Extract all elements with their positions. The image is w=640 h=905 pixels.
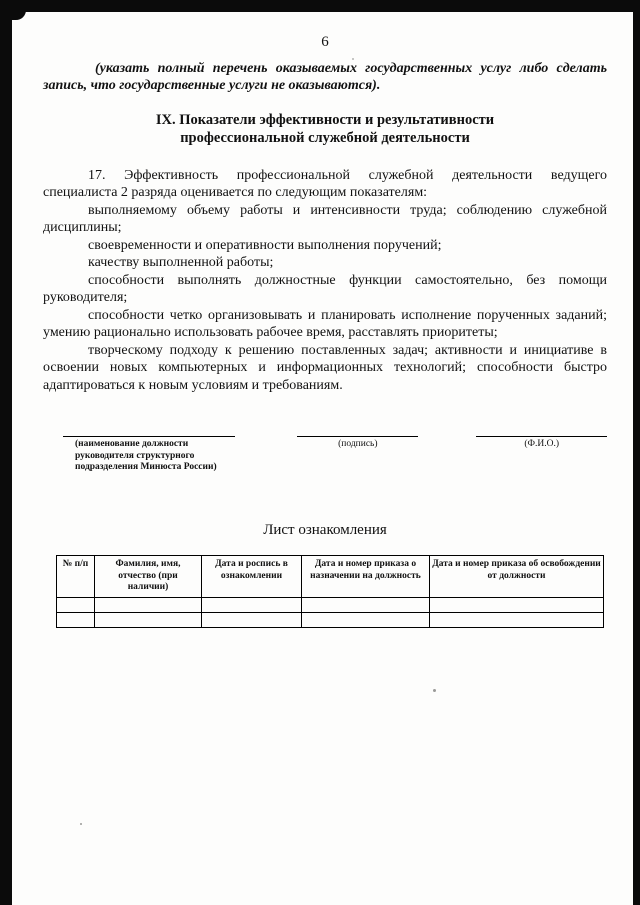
top-note: (указать полный перечень оказываемых государственных услуг либо сделать запись, что государственные услуги не оказываются). [43, 60, 607, 93]
col-header-signature-date: Дата и роспись в ознакомлении [202, 556, 302, 598]
table-cell [430, 597, 604, 612]
scan-edge-left [0, 0, 12, 905]
table-row [57, 597, 604, 612]
signature-block [43, 436, 607, 474]
table-cell [95, 597, 202, 612]
signature-sign [297, 436, 418, 451]
table-cell [57, 612, 95, 627]
table-cell [302, 612, 430, 627]
col-header-appointment-order: Дата и номер приказа о назначении на должность [302, 556, 430, 598]
col-header-name: Фамилия, имя, отчество (при наличии) [95, 556, 202, 598]
familiarization-title: Лист ознакомления [263, 521, 387, 538]
page-content [12, 12, 633, 905]
signature-label-position: (наименование должности руководителя структурного подразделения Минюста России) [75, 439, 217, 472]
signature-fio [476, 436, 607, 451]
table-cell [430, 612, 604, 627]
paragraph-17: 17. Эффективность профессиональной служебной деятельности ведущего специалиста 2 разряда оценивается по следующим показателям: [43, 167, 607, 200]
signature-label-sign: (подпись) [338, 439, 378, 449]
paragraph-item-5: способности четко организовывать и планировать исполнение порученных заданий; умению рационально использовать рабочее время, расставлять приоритеты; [43, 307, 607, 340]
table-cell [57, 597, 95, 612]
table-cell [95, 612, 202, 627]
signature-position [63, 436, 235, 474]
col-header-number: № п/п [57, 556, 95, 598]
table-row [57, 612, 604, 627]
section-heading-line2: профессиональной служебной деятельности [180, 129, 470, 146]
page-number: 6 [321, 34, 329, 50]
table-cell [202, 612, 302, 627]
paragraph-item-3: качеству выполненной работы; [88, 255, 274, 270]
familiarization-table [56, 555, 604, 628]
table-header-row [57, 556, 604, 598]
paragraph-item-1: выполняемому объему работы и интенсивности труда; соблюдению служебной дисциплины; [43, 202, 607, 235]
scan-edge-corner [0, 0, 26, 20]
paragraph-item-6: творческому подходу к решению поставленных задач; активности и инициативе в освоении новых компьютерных и информационных технологий; способности быстро адаптироваться к новым условиям и требованиям. [43, 342, 607, 393]
scan-speck [352, 58, 354, 60]
signature-label-fio: (Ф.И.О.) [524, 439, 560, 449]
paragraph-item-2: своевременности и оперативности выполнения поручений; [88, 237, 442, 253]
scan-edge-right [633, 0, 640, 905]
table-cell [302, 597, 430, 612]
scan-edge-top [0, 0, 640, 12]
col-header-dismissal-order: Дата и номер приказа об освобождении от должности [430, 556, 604, 598]
section-heading-line1: IX. Показатели эффективности и результативности [155, 111, 495, 128]
scan-speck [80, 823, 82, 825]
scan-speck [433, 689, 436, 692]
table-cell [202, 597, 302, 612]
section-heading [43, 111, 607, 147]
paragraph-item-4: способности выполнять должностные функции самостоятельно, без помощи руководителя; [43, 272, 607, 305]
